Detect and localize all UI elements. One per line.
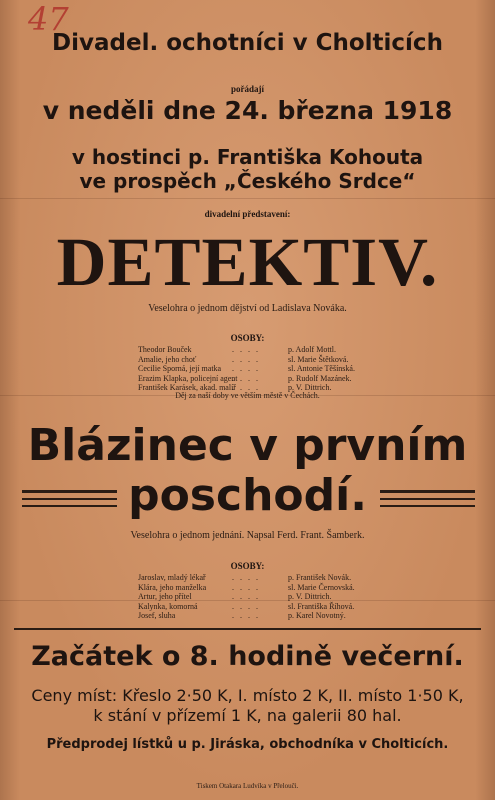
- presale-notice: Předprodej lístků u p. Jiráska, obchodníka v Cholticích.: [46, 737, 449, 752]
- actor-item: p. Rudolf Mazánek.: [288, 373, 352, 383]
- cast-leader-dots: . . . . . . . . . . . . . . . . . . . .: [232, 573, 260, 621]
- role-item: František Karásek, akad. malíř: [138, 383, 236, 393]
- prices-line2: k stání v přízemí 1 K, na galerii 80 hal.: [93, 706, 402, 725]
- prices-line1: Ceny míst: Křeslo 2·50 K, I. místo 2 K, II. místo 1·50 K,: [31, 686, 464, 705]
- role-item: Theodor Bouček: [138, 345, 192, 354]
- play1-actors: [288, 345, 355, 393]
- play1-subtitle: Veselohra o jednom dějství od Ladislava Nováka.: [148, 303, 347, 314]
- date-line: v neděli dne 24. března 1918: [42, 96, 453, 125]
- actor-item: p. Adolf Mottl.: [288, 345, 337, 354]
- role-item: Amalie, jeho choť: [138, 354, 197, 364]
- performance-label: divadelní představení:: [204, 209, 291, 219]
- venue-line: [0, 145, 495, 193]
- actor-item: p. František Novák.: [288, 573, 352, 582]
- inventory-stamp: 47: [28, 0, 69, 38]
- play1-title: DETEKTIV.: [56, 224, 439, 300]
- actor-item: sl. Marie Štětková.: [288, 354, 349, 364]
- printer-imprint: Tiskem Otakara Ludvíka v Přelouči.: [196, 782, 299, 790]
- venue-inn: v hostinci p. Františka Kohouta: [71, 145, 424, 169]
- actor-item: sl. Františka Říhová.: [288, 601, 355, 611]
- role-item: Klára, jeho manželka: [138, 582, 207, 592]
- role-item: Kalynka, komorná: [138, 601, 198, 611]
- benefit-line: ve prospěch „Českého Srdce“: [79, 169, 416, 193]
- play2-actors: [288, 573, 355, 621]
- decorative-rule: [380, 498, 475, 500]
- play1-cast-heading: OSOBY:: [230, 333, 265, 343]
- organizer-line: Divadel. ochotníci v Cholticích: [52, 30, 443, 56]
- role-item: Erazim Klapka, policejní agent: [138, 373, 238, 383]
- actor-item: p. V. Dittrich.: [288, 383, 332, 393]
- play2-subtitle: Veselohra o jednom jednání. Napsal Ferd. Frant. Šamberk.: [130, 530, 365, 541]
- play2-title-line1: Blázinec v prvním: [27, 420, 468, 471]
- role-item: Jaroslav, mladý lékař: [138, 573, 206, 582]
- actor-item: sl. Antonie Těšínská.: [288, 364, 355, 374]
- decorative-rule: [380, 505, 475, 507]
- fold-crease: [0, 198, 495, 199]
- actor-item: p. Karel Novotný.: [288, 611, 346, 621]
- section-divider: [14, 628, 481, 630]
- role-item: Cecilie Sporná, její matka: [138, 364, 222, 374]
- role-item: Artur, jeho přítel: [138, 592, 192, 602]
- play2-roles: [138, 573, 206, 621]
- play1-roles: [138, 345, 238, 393]
- play2-title-line2: poschodí.: [128, 470, 367, 521]
- role-item: Josef, sluha: [138, 611, 176, 621]
- actor-item: p. V. Dittrich.: [288, 592, 332, 602]
- play1-setting: Děj za naší doby ve větším městě v Čechách.: [175, 391, 320, 400]
- start-time: Začátek o 8. hodině večerní.: [31, 641, 464, 672]
- cast-leader-dots: . . . . . . . . . . . . . . . . . . . .: [232, 345, 260, 393]
- actor-item: sl. Marie Černovská.: [288, 582, 355, 592]
- decorative-rule: [380, 490, 475, 493]
- organizes-label: pořádají: [230, 84, 264, 94]
- play2-cast-heading: OSOBY:: [230, 561, 265, 571]
